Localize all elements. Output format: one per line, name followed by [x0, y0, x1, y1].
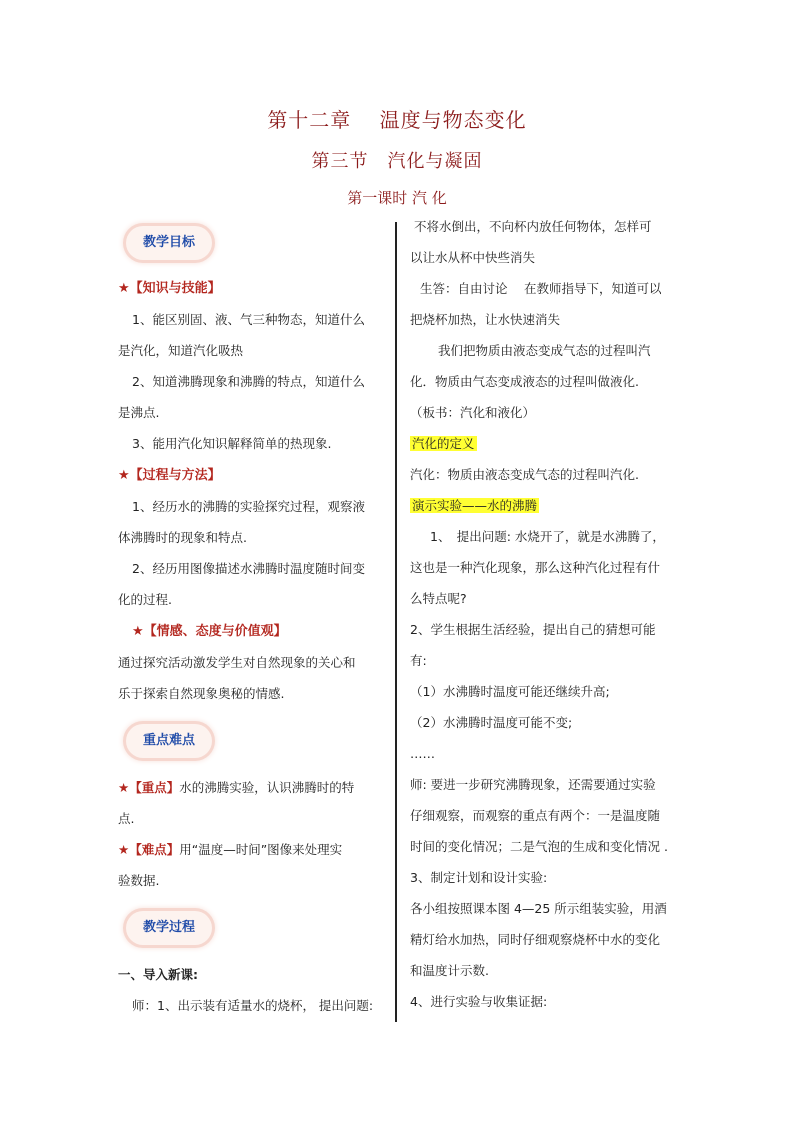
column-divider [395, 222, 397, 1022]
board-note: （板书：汽化和液化） [410, 405, 536, 420]
star-icon: ★ [132, 624, 144, 639]
step-3-text-2: 精灯给水加热，同时仔细观察烧杯中水的变化 [410, 932, 661, 947]
knowledge-item-3: 3、能用汽化知识解释简单的热现象. [132, 436, 332, 451]
ellipsis: …… [410, 746, 435, 761]
teacher-text-1: 师: 要进一步研究沸腾现象，还需要通过实验 [410, 777, 656, 792]
step-1-cont-1: 这也是一种汽化现象，那么这种汽化过程有什 [410, 560, 661, 575]
demo-label [410, 497, 539, 515]
key-point [118, 779, 354, 797]
star-icon: ★ [118, 842, 130, 857]
definition-label-highlight: 汽化的定义 [412, 436, 475, 451]
knowledge-heading-text: 【知识与技能】 [129, 281, 221, 296]
knowledge-item-1: 1、能区别固、液、气三种物态，知道什么 [132, 312, 365, 327]
process-item-1-cont: 体沸腾时的现象和特点. [118, 530, 247, 545]
process-heading-text: 【过程与方法】 [129, 468, 221, 483]
chapter-title: 第十二章 温度与物态变化 [267, 108, 527, 132]
star-icon: ★ [118, 780, 130, 795]
star-icon: ★ [118, 281, 130, 296]
section-title: 第三节 汽化与凝固 [311, 151, 483, 172]
guess-1: （1）水沸腾时温度可能还继续升高; [410, 684, 610, 699]
vaporization-definition: 汽化：物质由液态变成气态的过程叫汽化. [410, 467, 639, 482]
emotion-text-2: 乐于探索自然现象奥秘的情感. [118, 686, 285, 701]
star-icon: ★ [118, 468, 130, 483]
step-1-question: 1、 提出问题: 水烧开了，就是水沸腾了， [430, 529, 665, 544]
teacher-text-2: 仔细观察，而观察的重点有两个：一是温度随 [410, 808, 661, 823]
badge-key-points: 重点难点 [126, 724, 212, 758]
key-point-text: 水的沸腾实验，认识沸腾时的特 [179, 780, 355, 795]
emotion-heading-text: 【情感、态度与价值观】 [143, 624, 287, 639]
step-3-plan: 3、制定计划和设计实验: [410, 870, 548, 885]
process-heading [118, 467, 221, 485]
difficult-point-cont: 验数据. [118, 873, 160, 888]
step-2-cont: 有: [410, 653, 427, 668]
emotion-heading [132, 623, 287, 641]
difficult-point-text: 用“温度—时间”图像来处理实 [179, 842, 343, 857]
lesson-title: 第一课时 汽 化 [347, 189, 447, 207]
key-point-label: 【重点】 [129, 780, 180, 795]
knowledge-item-2-cont: 是沸点. [118, 405, 160, 420]
badge-teaching-process: 教学过程 [126, 911, 212, 945]
knowledge-heading [118, 280, 221, 298]
guess-2: （2）水沸腾时温度可能不变; [410, 715, 573, 730]
step-4-experiment: 4、进行实验与收集证据: [410, 994, 548, 1009]
emotion-text-1: 通过探究活动激发学生对自然现象的关心和 [118, 655, 356, 670]
badge-teaching-goals: 教学目标 [126, 226, 212, 260]
demo-label-highlight: 演示实验——水的沸腾 [412, 498, 538, 513]
intro-heading: 一、导入新课: [118, 967, 198, 982]
step-1-cont-2: 么特点呢? [410, 591, 467, 606]
definition-text-2: 化．物质由气态变成液态的过程叫做液化. [410, 374, 639, 389]
step-3-text-3: 和温度计示数. [410, 963, 489, 978]
question-text-2: 以让水从杯中快些消失 [410, 250, 536, 265]
student-answer-1: 生答：自由讨论 在教师指导下，知道可以 [420, 281, 662, 296]
process-item-1: 1、经历水的沸腾的实验探究过程，观察液 [132, 499, 365, 514]
process-item-2-cont: 化的过程. [118, 592, 172, 607]
step-2-guess: 2、学生根据生活经验，提出自己的猜想可能 [410, 622, 656, 637]
process-item-2: 2、经历用图像描述水沸腾时温度随时间变 [132, 561, 365, 576]
teacher-text-3: 时间的变化情况；二是气泡的生成和变化情况 . [410, 839, 668, 854]
step-3-text-1: 各小组按照课本图 4—25 所示组装实验，用酒 [410, 901, 667, 916]
knowledge-item-2: 2、知道沸腾现象和沸腾的特点，知道什么 [132, 374, 365, 389]
intro-text: 师：1、出示装有适量水的烧杯， 提出问题: [132, 998, 374, 1013]
difficult-point [118, 841, 342, 859]
question-text-1: 不将水倒出，不向杯内放任何物体，怎样可 [414, 219, 652, 234]
definition-label [410, 435, 477, 453]
student-answer-2: 把烧杯加热，让水快速消失 [410, 312, 561, 327]
definition-text-1: 我们把物质由液态变成气态的过程叫汽 [438, 343, 651, 358]
knowledge-item-1-cont: 是汽化，知道汽化吸热 [118, 343, 244, 358]
difficult-point-label: 【难点】 [129, 842, 180, 857]
key-point-cont: 点. [118, 811, 135, 826]
